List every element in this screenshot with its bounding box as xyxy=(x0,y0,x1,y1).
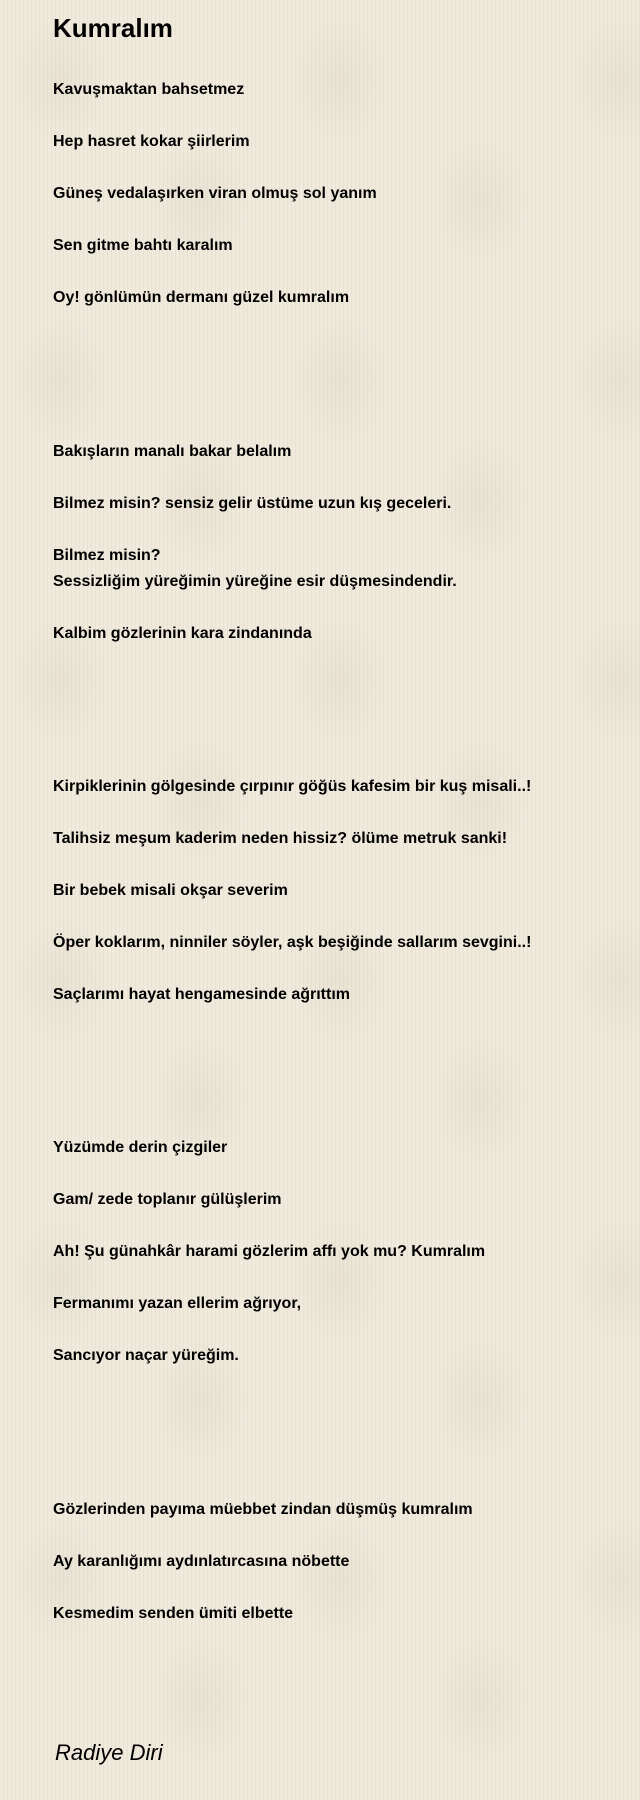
poem-title: Kumralım xyxy=(53,13,173,43)
poem-line: Bilmez misin? sensiz gelir üstüme uzun kış geceleri. xyxy=(53,495,452,512)
poem-line: Hep hasret kokar şiirlerim xyxy=(53,133,250,150)
poem-line: Yüzümde derin çizgiler xyxy=(53,1139,228,1156)
poem-line: Sessizliğim yüreğimin yüreğine esir düşmesindendir. xyxy=(53,573,457,590)
poem-line: Kesmedim senden ümiti elbette xyxy=(53,1605,294,1622)
poem-line: Talihsiz meşum kaderim neden hissiz? ölüme metruk sanki! xyxy=(53,830,508,847)
poem-author: Radiye Diri xyxy=(55,1740,163,1765)
poem-line: Gözlerinden payıma müebbet zindan düşmüş kumralım xyxy=(53,1501,473,1518)
poem-line: Öper koklarım, ninniler söyler, aşk beşiğinde sallarım sevgini..! xyxy=(53,934,532,951)
poem-line: Sen gitme bahtı karalım xyxy=(53,237,233,254)
poem-line: Sancıyor naçar yüreğim. xyxy=(53,1347,239,1364)
poem-line: Kalbim gözlerinin kara zindanında xyxy=(53,625,312,642)
poem-line: Bakışların manalı bakar belalım xyxy=(53,443,292,460)
poem-line: Gam/ zede toplanır gülüşlerim xyxy=(53,1191,282,1208)
poem-line: Fermanımı yazan ellerim ağrıyor, xyxy=(53,1295,302,1312)
poem-line: Saçlarımı hayat hengamesinde ağrıttım xyxy=(53,986,350,1003)
poem-line: Bilmez misin? xyxy=(53,547,161,564)
poem-line: Kirpiklerinin gölgesinde çırpınır göğüs kafesim bir kuş misali..! xyxy=(53,778,532,795)
poem-line: Oy! gönlümün dermanı güzel kumralım xyxy=(53,289,350,306)
poem-line: Kavuşmaktan bahsetmez xyxy=(53,81,245,98)
poem-line: Bir bebek misali okşar severim xyxy=(53,882,288,899)
poem-line: Ah! Şu günahkâr harami gözlerim affı yok mu? Kumralım xyxy=(53,1243,486,1260)
poem-line: Ay karanlığımı aydınlatırcasına nöbette xyxy=(53,1553,350,1570)
poem-line: Güneş vedalaşırken viran olmuş sol yanım xyxy=(53,185,377,202)
